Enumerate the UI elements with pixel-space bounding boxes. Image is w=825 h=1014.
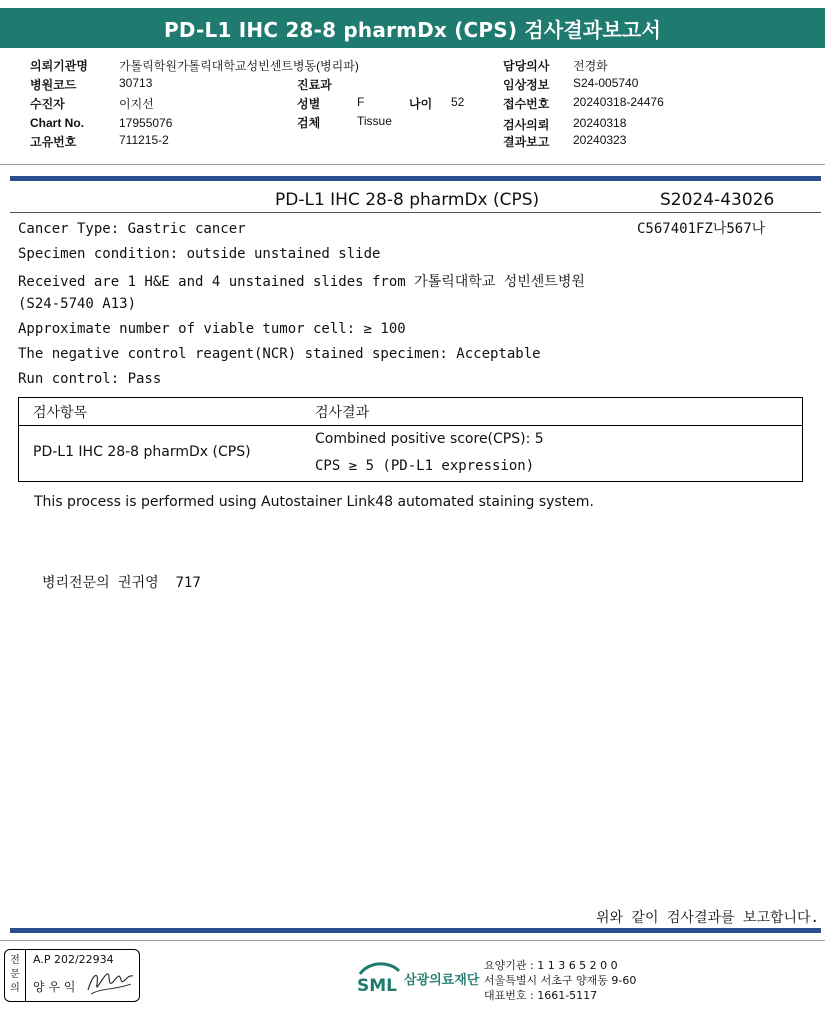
closing-statement: 위와 같이 검사결과를 보고합니다. — [595, 910, 819, 926]
run-control-line: Run control: Pass — [18, 371, 162, 387]
facility-code: 요양기관 : 1 1 3 6 5 2 0 0 — [484, 959, 618, 972]
label-test-requested: 검사의뢰 — [503, 118, 550, 132]
label-clinical-info: 임상정보 — [503, 78, 550, 92]
address: 서울특별시 서초구 양재동 9-60 — [484, 974, 637, 987]
pathologist-line: 병리전문의 권귀영 717 — [42, 575, 201, 591]
label-unique-id: 고유번호 — [30, 135, 77, 149]
viable-tumor-cell-line: Approximate number of viable tumor cell: ≥ 100 — [18, 321, 406, 337]
value-specimen: Tissue — [357, 114, 392, 128]
value-chart-no: 17955076 — [119, 116, 173, 130]
label-age: 나이 — [409, 97, 433, 111]
value-patient: 이지선 — [119, 97, 154, 111]
label-hospital-code: 병원코드 — [30, 78, 77, 92]
label-sex: 성별 — [297, 97, 321, 111]
report-title: PD-L1 IHC 28-8 pharmDx (CPS) 검사결과보고서 — [0, 8, 825, 48]
stamp-physician-name: 양 우 익 — [33, 980, 76, 994]
value-sex: F — [357, 95, 365, 109]
process-note: This process is performed using Autostainer Link48 automated staining system. — [34, 494, 594, 510]
result-table — [18, 397, 803, 482]
header-divider — [0, 164, 825, 165]
value-test-requested: 20240318 — [573, 116, 627, 130]
handwritten-signature — [85, 964, 137, 1000]
value-result-report: 20240323 — [573, 133, 627, 147]
bottom-blue-rule — [10, 928, 821, 933]
label-department: 진료과 — [297, 78, 332, 92]
value-receipt-no: 20240318-24476 — [573, 95, 664, 109]
received-slides-line: Received are 1 H&E and 4 unstained slides from 가톨릭대학교 성빈센트병원 — [18, 274, 585, 290]
table-result-cps-score: Combined positive score(CPS): 5 — [315, 431, 544, 447]
table-header-result: 검사결과 — [315, 405, 370, 421]
label-receipt-no: 접수번호 — [503, 97, 550, 111]
label-result-report: 결과보고 — [503, 135, 550, 149]
label-requesting-institution: 의뢰기관명 — [30, 59, 88, 73]
signature-stamp — [4, 949, 140, 1002]
sml-logo — [357, 958, 402, 996]
sample-code: C567401FZ나567나 — [637, 221, 766, 237]
cancer-type-line: Cancer Type: Gastric cancer — [18, 221, 246, 237]
label-specimen: 검체 — [297, 116, 321, 130]
label-chart-no: Chart No. — [30, 116, 84, 130]
table-header-item: 검사항목 — [33, 405, 88, 421]
title-underline — [10, 212, 821, 213]
specimen-condition-line: Specimen condition: outside unstained slide — [18, 246, 381, 262]
value-age: 52 — [451, 95, 465, 109]
table-header-divider — [19, 425, 802, 426]
test-title: PD-L1 IHC 28-8 pharmDx (CPS) — [275, 190, 540, 210]
negative-control-line: The negative control reagent(NCR) stained specimen: Acceptable — [18, 346, 541, 362]
table-item-name: PD-L1 IHC 28-8 pharmDx (CPS) — [33, 444, 251, 460]
value-requesting-institution: 가톨릭학원가톨릭대학교성빈센트병동(병리파) — [119, 59, 359, 73]
stamp-divider — [25, 950, 26, 1001]
report-number: S2024-43026 — [660, 190, 775, 210]
label-physician: 담당의사 — [503, 59, 550, 73]
sml-logo-text: SML — [357, 976, 397, 996]
value-clinical-info: S24-005740 — [573, 76, 639, 90]
stamp-license-number: A.P 202/22934 — [33, 953, 114, 966]
footer-divider — [0, 940, 825, 941]
top-blue-rule — [10, 176, 821, 181]
phone-number: 대표번호 : 1661-5117 — [484, 989, 598, 1002]
value-unique-id: 711215-2 — [119, 133, 169, 147]
label-patient: 수진자 — [30, 97, 65, 111]
table-result-expression: CPS ≥ 5 (PD-L1 expression) — [315, 458, 535, 474]
value-physician: 전경화 — [573, 59, 608, 73]
slide-reference-line: (S24-5740 A13) — [18, 296, 137, 312]
organization-name: 삼광의료재단 — [404, 973, 480, 988]
stamp-vertical-label: 전문의 — [10, 955, 20, 994]
value-hospital-code: 30713 — [119, 76, 153, 90]
